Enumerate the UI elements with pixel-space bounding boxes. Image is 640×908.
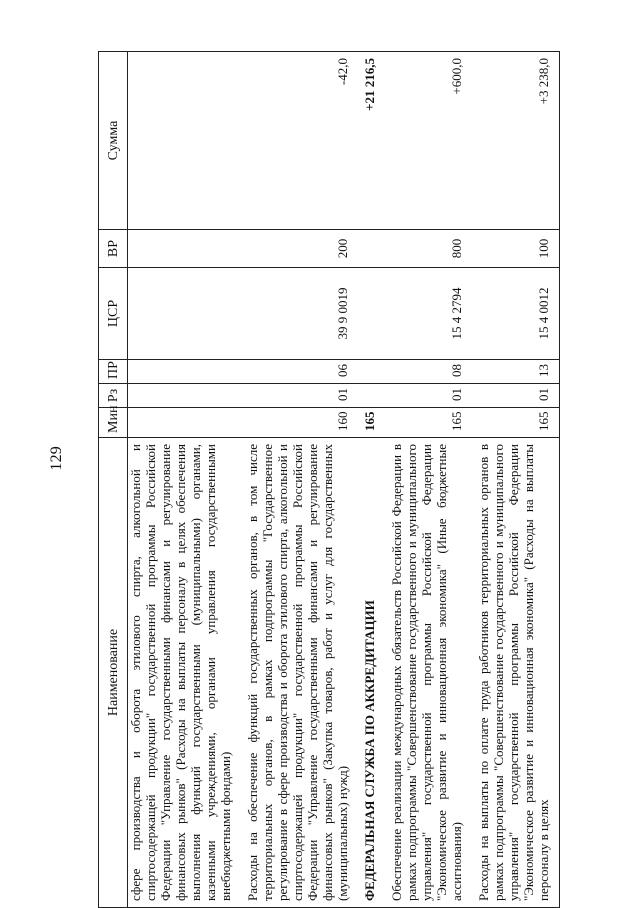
row-sum: +3 238,0 (472, 52, 560, 230)
row-csr: 15 4 0012 (472, 268, 560, 360)
row-rz: 01 (472, 384, 560, 408)
table-header-row (99, 52, 128, 908)
row-csr: 39 9 0019 (241, 268, 358, 360)
row-sum: +600,0 (385, 52, 472, 230)
row-rz (128, 384, 242, 408)
row-vr: 800 (385, 230, 472, 268)
row-name: сфере производства и оборота этилового спирта, алкогольной и спиртосодержащей продукции" государственной программы Российской Федерации "Управление государственными финансами и регулирование финансовых рынков" (Расходы на выплаты персоналу в целях обеспечения выполнения функций государственными (муниципальными) органами, казенными учреждениями, органами управления государственными внебюджетными фондами) (128, 438, 242, 908)
budget-table-page (98, 52, 614, 908)
row-pr: 06 (241, 360, 358, 384)
row-rz (358, 384, 385, 408)
section-title: ФЕДЕРАЛЬНАЯ СЛУЖБА ПО АККРЕДИТАЦИИ (358, 438, 385, 908)
row-rz: 01 (241, 384, 358, 408)
header-vr: ВР (99, 230, 128, 268)
row-sum (128, 52, 242, 230)
row-name: Обеспечение реализации международных обязательств Российской Федерации в рамках подпрограммы "Совершенствование государственного и муниципального управления" государственной программы Российской Федерации "Экономическое развитие и инновационная экономика" (Иные бюджетные ассигнования) (385, 438, 472, 908)
header-rz: Рз (99, 384, 128, 408)
row-pr: 13 (472, 360, 560, 384)
row-min (128, 408, 242, 438)
row-min: 165 (472, 408, 560, 438)
row-name: Расходы на выплаты по оплате труда работников территориальных органов в рамках подпрограммы "Совершенствование государственного и муниципального управления" государственной программы Российской Федерации "Экономическое развитие и инновационная экономика" (Расходы на выплаты персоналу в целях (472, 438, 560, 908)
row-min: 165 (385, 408, 472, 438)
header-pr: ПР (99, 360, 128, 384)
header-min: Мин (99, 408, 128, 438)
row-min: 160 (241, 408, 358, 438)
header-csr: ЦСР (99, 268, 128, 360)
row-pr: 08 (385, 360, 472, 384)
row-vr (358, 230, 385, 268)
table-row (241, 52, 358, 908)
budget-table (98, 51, 560, 908)
page-number: 129 (48, 446, 65, 471)
table-row (472, 52, 560, 908)
row-pr (128, 360, 242, 384)
row-pr (358, 360, 385, 384)
table-row (385, 52, 472, 908)
table-row-section (358, 52, 385, 908)
row-csr (358, 268, 385, 360)
row-sum: +21 216,5 (358, 52, 385, 230)
row-vr: 100 (472, 230, 560, 268)
row-rz: 01 (385, 384, 472, 408)
row-min: 165 (358, 408, 385, 438)
header-name: Наименование (99, 438, 128, 908)
row-csr (128, 268, 242, 360)
row-sum: -42,0 (241, 52, 358, 230)
row-name: Расходы на обеспечение функций государственных органов, в том числе территориальных органов, в рамках подпрограммы "Государственное регулирование в сфере производства и оборота этилового спирта, алкогольной и спиртосодержащей продукции" государственной программы Российской Федерации "Управление государственными финансами и регулирование финансовых рынков" (Закупка товаров, работ и услуг для государственных (муниципальных) нужд) (241, 438, 358, 908)
row-csr: 15 4 2794 (385, 268, 472, 360)
row-vr: 200 (241, 230, 358, 268)
table-row (128, 52, 242, 908)
header-sum: Сумма (99, 52, 128, 230)
row-vr (128, 230, 242, 268)
